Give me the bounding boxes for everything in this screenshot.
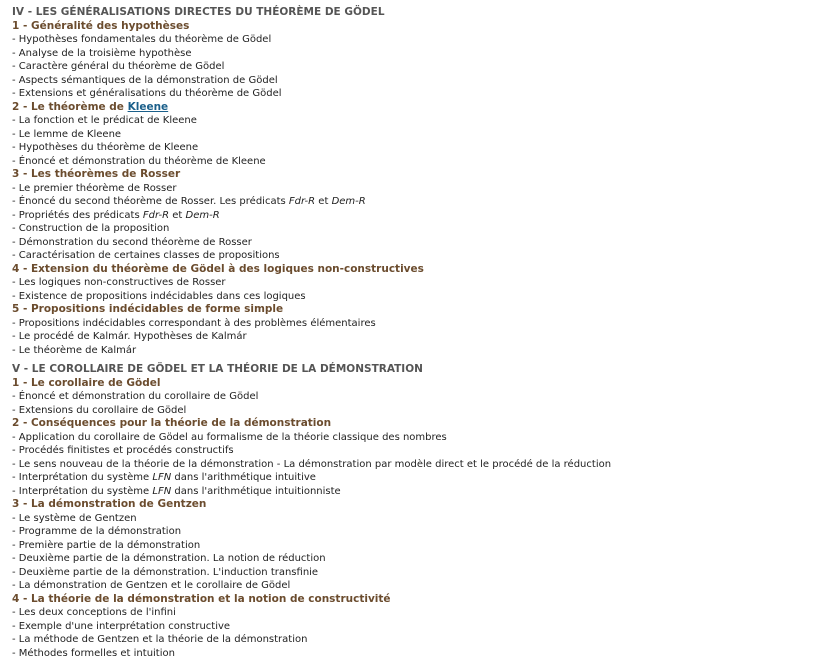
section-heading-text: 3 - Les théorèmes de Rosser xyxy=(12,168,181,180)
item-text: - Interprétation du système xyxy=(12,485,153,497)
item-text: et xyxy=(169,209,186,221)
toc-item xyxy=(12,552,827,566)
section-heading xyxy=(12,377,827,391)
toc-item xyxy=(12,33,827,47)
toc-item xyxy=(12,606,827,620)
item-text: - Interprétation du système xyxy=(12,472,153,483)
item-text: - Deuxième partie de la démonstration. La notion de réduction xyxy=(12,553,326,564)
item-text: - Aspects sémantiques de la démonstration de Gödel xyxy=(12,74,278,86)
item-text: - La fonction et le prédicat de Kleene xyxy=(12,115,197,126)
italic-term: Dem-R xyxy=(185,209,220,221)
part-heading: V - LE COROLLAIRE DE GÖDEL ET LA THÉORIE DE LA DÉMONSTRATION xyxy=(12,363,423,375)
toc-item xyxy=(12,458,827,472)
toc-item xyxy=(12,485,827,499)
item-text: - Méthodes formelles et intuition xyxy=(12,647,175,659)
section-heading-text: 2 - Conséquences pour la théorie de la démonstration xyxy=(12,417,332,429)
item-text: - Hypothèses du théorème de Kleene xyxy=(12,142,199,153)
toc-item xyxy=(12,249,827,263)
section-heading xyxy=(12,303,827,317)
item-text: - Extensions et généralisations du théorème de Gödel xyxy=(12,88,282,99)
toc-item xyxy=(12,317,827,331)
item-text: - Énoncé et démonstration du corollaire de Gödel xyxy=(12,391,259,402)
toc-item xyxy=(12,141,827,155)
item-text: - Extensions du corollaire de Gödel xyxy=(12,404,187,416)
toc-item xyxy=(12,566,827,580)
section-heading xyxy=(12,498,827,512)
item-text: - Construction de la proposition xyxy=(12,223,170,234)
toc-item xyxy=(12,539,827,553)
toc-item xyxy=(12,525,827,539)
item-text: - Caractérisation de certaines classes de propositions xyxy=(12,250,280,261)
item-text: - Le premier théorème de Rosser xyxy=(12,182,177,194)
section-heading-text: 3 - La démonstration de Gentzen xyxy=(12,498,207,510)
toc-item xyxy=(12,114,827,128)
item-text: - Les deux conceptions de l'infini xyxy=(12,607,176,618)
italic-term: Fdr-R xyxy=(288,196,316,207)
item-text: - La méthode de Gentzen et la théorie de la démonstration xyxy=(12,634,308,645)
item-text: - Hypothèses fondamentales du théorème de Gödel xyxy=(12,34,272,45)
section-heading xyxy=(12,168,827,182)
toc-item xyxy=(12,390,827,404)
part-heading: IV - LES GÉNÉRALISATIONS DIRECTES DU THÉORÈME DE GÖDEL xyxy=(12,6,385,18)
toc-item xyxy=(12,60,827,74)
item-text: - Analyse de la troisième hypothèse xyxy=(12,47,192,59)
item-text: - Le système de Gentzen xyxy=(12,512,137,524)
section-heading-link[interactable]: Kleene xyxy=(127,100,169,113)
table-of-contents xyxy=(12,6,827,660)
item-text: - Application du corollaire de Gödel au formalisme de la théorie classique des nombres xyxy=(12,431,447,443)
section-heading-text: 5 - Propositions indécidables de forme simple xyxy=(12,303,284,315)
item-text: - Le sens nouveau de la théorie de la démonstration - La démonstration par modèle direct et le procédé de la réduction xyxy=(12,458,612,470)
section-heading xyxy=(12,20,827,34)
item-text: - Exemple d'une interprétation constructive xyxy=(12,620,231,632)
toc-item xyxy=(12,512,827,526)
item-text: - Le procédé de Kalmár. Hypothèses de Kalmár xyxy=(12,331,247,342)
item-text: dans l'arithmétique intuitive xyxy=(171,472,316,483)
italic-term: Dem-R xyxy=(331,196,366,207)
item-text: - La démonstration de Gentzen et le corollaire de Gödel xyxy=(12,580,291,591)
italic-term: Fdr-R xyxy=(142,209,170,221)
toc-item xyxy=(12,195,827,209)
item-text: - Énoncé et démonstration du théorème de Kleene xyxy=(12,155,266,167)
section-heading xyxy=(12,263,827,277)
toc-item xyxy=(12,471,827,485)
toc-item xyxy=(12,290,827,304)
toc-item xyxy=(12,647,827,661)
toc-item xyxy=(12,276,827,290)
section-heading xyxy=(12,417,827,431)
toc-item xyxy=(12,620,827,634)
toc-item xyxy=(12,431,827,445)
item-text: - Première partie de la démonstration xyxy=(12,539,201,551)
toc-item xyxy=(12,47,827,61)
item-text: - Les logiques non-constructives de Rosser xyxy=(12,277,226,288)
toc-item xyxy=(12,182,827,196)
toc-item xyxy=(12,236,827,250)
section-heading-text: 1 - Le corollaire de Gödel xyxy=(12,376,161,389)
italic-term: LFN xyxy=(152,472,172,483)
toc-item xyxy=(12,579,827,593)
item-text: et xyxy=(315,196,332,207)
item-text: - Procédés finitistes et procédés constructifs xyxy=(12,445,234,456)
section-heading-text: 2 - Le théorème de xyxy=(12,100,128,113)
item-text: - Le lemme de Kleene xyxy=(12,128,122,140)
item-text: - Existence de propositions indécidables dans ces logiques xyxy=(12,290,306,302)
item-text: - Démonstration du second théorème de Rosser xyxy=(12,236,252,248)
toc-item xyxy=(12,404,827,418)
toc-item xyxy=(12,344,827,358)
item-text: dans l'arithmétique intuitionniste xyxy=(171,485,341,497)
section-heading-text: 4 - Extension du théorème de Gödel à des logiques non-constructives xyxy=(12,262,424,275)
section-heading xyxy=(12,593,827,607)
toc-item xyxy=(12,128,827,142)
section-heading xyxy=(12,101,827,115)
item-text: - Propriétés des prédicats xyxy=(12,209,143,221)
toc-item xyxy=(12,444,827,458)
italic-term: LFN xyxy=(152,485,172,497)
toc-item xyxy=(12,222,827,236)
toc-item xyxy=(12,155,827,169)
section-heading-text: 1 - Généralité des hypothèses xyxy=(12,19,190,32)
toc-item xyxy=(12,74,827,88)
item-text: - Deuxième partie de la démonstration. L'induction transfinie xyxy=(12,566,319,578)
toc-item xyxy=(12,330,827,344)
item-text: - Caractère général du théorème de Gödel xyxy=(12,61,225,72)
item-text: - Propositions indécidables correspondant à des problèmes élémentaires xyxy=(12,317,376,329)
toc-item xyxy=(12,633,827,647)
toc-item xyxy=(12,87,827,101)
toc-item xyxy=(12,209,827,223)
item-text: - Programme de la démonstration xyxy=(12,526,182,537)
item-text: - Énoncé du second théorème de Rosser. Les prédicats xyxy=(12,196,289,207)
item-text: - Le théorème de Kalmár xyxy=(12,344,137,356)
section-heading-text: 4 - La théorie de la démonstration et la notion de constructivité xyxy=(12,592,391,605)
